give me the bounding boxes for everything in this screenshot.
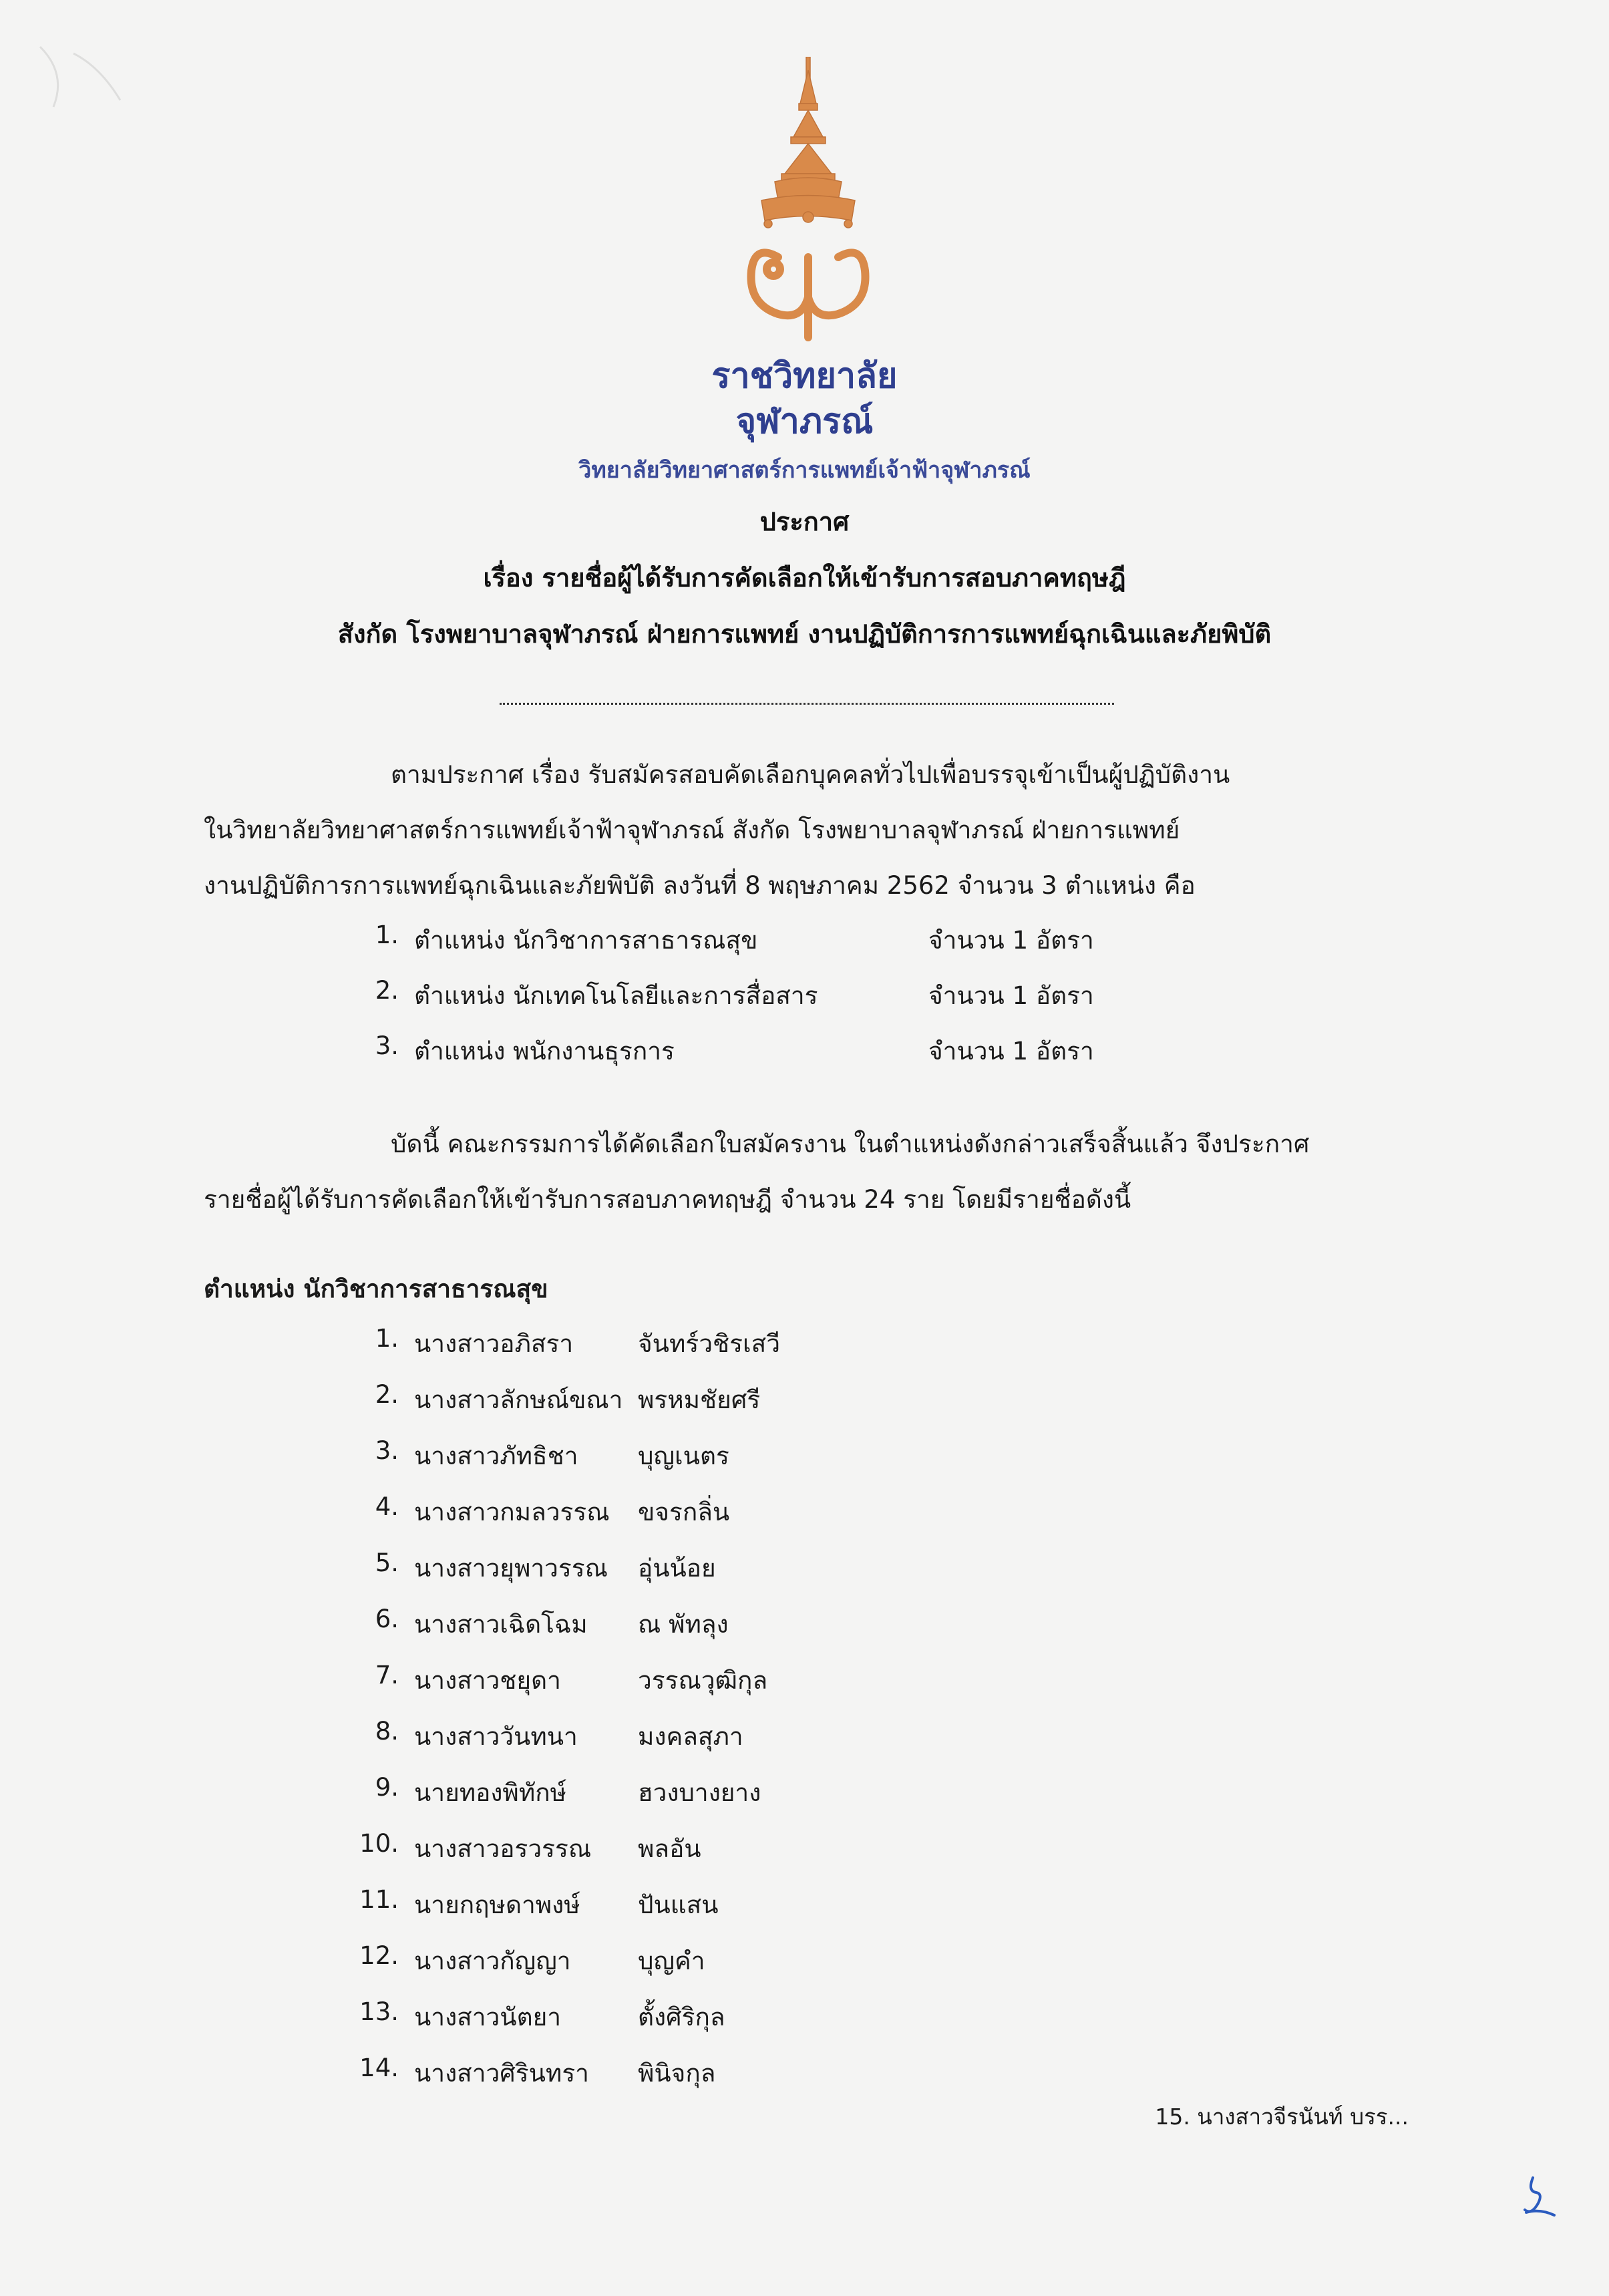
candidate-surname: จันทร์วชิรเสวี — [638, 1329, 781, 1358]
candidate-name: นางสาวชยุดา — [414, 1666, 561, 1695]
college-name: วิทยาลัยวิทยาศาสตร์การแพทย์เจ้าฟ้าจุฬาภรณ์ — [578, 457, 1031, 484]
position-number: 1. — [375, 921, 399, 949]
candidate-surname: พรหมชัยศรี — [638, 1385, 761, 1414]
candidate-surname: ณ พัทลุง — [638, 1610, 729, 1639]
position-quota: จำนวน 1 อัตรา — [928, 981, 1094, 1010]
position-quota: จำนวน 1 อัตรา — [928, 1037, 1094, 1065]
candidate-name: นางสาวยุพาวรรณ — [414, 1554, 608, 1583]
candidate-surname: อุ่นน้อย — [638, 1554, 716, 1583]
paragraph2-line: รายชื่อผู้ได้รับการคัดเลือกให้เข้ารับการสอบภาคทฤษฎี จำนวน 24 ราย โดยมีรายชื่อดังนี้ — [204, 1185, 1131, 1214]
chulabhorn-emblem-icon — [715, 57, 902, 351]
candidate-name: นางสาววันทนา — [414, 1722, 578, 1751]
paper-scuff-mark — [27, 27, 160, 127]
handwritten-initials-icon — [1513, 2171, 1560, 2225]
institution-name-line1: ราชวิทยาลัย — [711, 356, 898, 396]
candidate-name: นางสาวกมลวรรณ — [414, 1498, 610, 1526]
candidate-number: 1. — [375, 1324, 399, 1353]
candidate-surname: มงคลสุภา — [638, 1722, 743, 1751]
candidate-name: นางสาวลักษณ์ขณา — [414, 1385, 623, 1414]
candidate-number: 6. — [375, 1605, 399, 1633]
continuation-note: 15. นางสาวจีรนันท์ บรร... — [1155, 2104, 1409, 2130]
candidate-surname: พินิจกุล — [638, 2059, 716, 2088]
paragraph2-line: บัดนี้ คณะกรรมการได้คัดเลือกใบสมัครงาน ในตำแหน่งดังกล่าวเสร็จสิ้นแล้ว จึงประกาศ — [391, 1130, 1310, 1158]
paragraph1-line: ตามประกาศ เรื่อง รับสมัครสอบคัดเลือกบุคคลทั่วไปเพื่อบรรจุเข้าเป็นผู้ปฏิบัติงาน — [391, 760, 1230, 789]
candidate-surname: บุญคำ — [638, 1947, 705, 1975]
position-number: 2. — [375, 976, 399, 1005]
candidate-surname: ขจรกลิ่น — [638, 1498, 730, 1526]
candidate-name: นายทองพิทักษ์ — [414, 1778, 566, 1807]
institution-name-line2: จุฬาภรณ์ — [735, 401, 874, 442]
candidate-number: 13. — [359, 1997, 399, 2026]
position-title: ตำแหน่ง พนักงานธุรการ — [414, 1037, 675, 1065]
candidate-name: นายกฤษดาพงษ์ — [414, 1891, 580, 1919]
candidate-number: 7. — [375, 1661, 399, 1689]
candidate-surname: ปันแสน — [638, 1891, 719, 1919]
candidate-name: นางสาวอภิสรา — [414, 1329, 574, 1358]
candidate-number: 11. — [359, 1885, 399, 1914]
candidate-name: นางสาวศิรินทรา — [414, 2059, 589, 2088]
candidate-surname: วรรณวุฒิกุล — [638, 1666, 768, 1695]
candidate-name: นางสาวอรวรรณ — [414, 1834, 592, 1863]
position-number: 3. — [375, 1031, 399, 1060]
announcement-affiliation: สังกัด โรงพยาบาลจุฬาภรณ์ ฝ่ายการแพทย์ งานปฏิบัติการการแพทย์ฉุกเฉินและภัยพิบัติ — [337, 619, 1272, 649]
candidate-number: 3. — [375, 1436, 399, 1465]
candidate-number: 2. — [375, 1380, 399, 1409]
candidate-number: 12. — [359, 1941, 399, 1970]
candidate-number: 5. — [375, 1548, 399, 1577]
candidate-surname: บุญเนตร — [638, 1442, 729, 1470]
candidate-surname: ฮวงบางยาง — [638, 1778, 761, 1807]
candidate-number: 10. — [359, 1829, 399, 1858]
candidate-number: 4. — [375, 1492, 399, 1521]
dotted-divider — [500, 703, 1114, 705]
section-heading: ตำแหน่ง นักวิชาการสาธารณสุข — [204, 1275, 548, 1303]
position-title: ตำแหน่ง นักวิชาการสาธารณสุข — [414, 926, 758, 955]
candidate-number: 9. — [375, 1773, 399, 1802]
candidate-number: 8. — [375, 1717, 399, 1746]
paragraph1-line: ในวิทยาลัยวิทยาศาสตร์การแพทย์เจ้าฟ้าจุฬาภรณ์ สังกัด โรงพยาบาลจุฬาภรณ์ ฝ่ายการแพทย์ — [204, 816, 1180, 844]
candidate-name: นางสาวกัญญา — [414, 1947, 571, 1975]
announcement-heading: ประกาศ — [759, 507, 850, 536]
candidate-name: นางสาวภัทธิชา — [414, 1442, 578, 1470]
candidate-name: นางสาวนัตยา — [414, 2003, 562, 2031]
candidate-name: นางสาวเฉิดโฉม — [414, 1610, 588, 1639]
position-quota: จำนวน 1 อัตรา — [928, 926, 1094, 955]
candidate-surname: พลอัน — [638, 1834, 701, 1863]
position-title: ตำแหน่ง นักเทคโนโลยีและการสื่อสาร — [414, 981, 818, 1010]
announcement-subject: เรื่อง รายชื่อผู้ได้รับการคัดเลือกให้เข้ารับการสอบภาคทฤษฎี — [483, 563, 1126, 593]
paragraph1-line: งานปฏิบัติการการแพทย์ฉุกเฉินและภัยพิบัติ ลงวันที่ 8 พฤษภาคม 2562 จำนวน 3 ตำแหน่ง คือ — [204, 871, 1196, 900]
candidate-number: 14. — [359, 2054, 399, 2082]
candidate-surname: ตั้งศิริกุล — [638, 2003, 725, 2031]
